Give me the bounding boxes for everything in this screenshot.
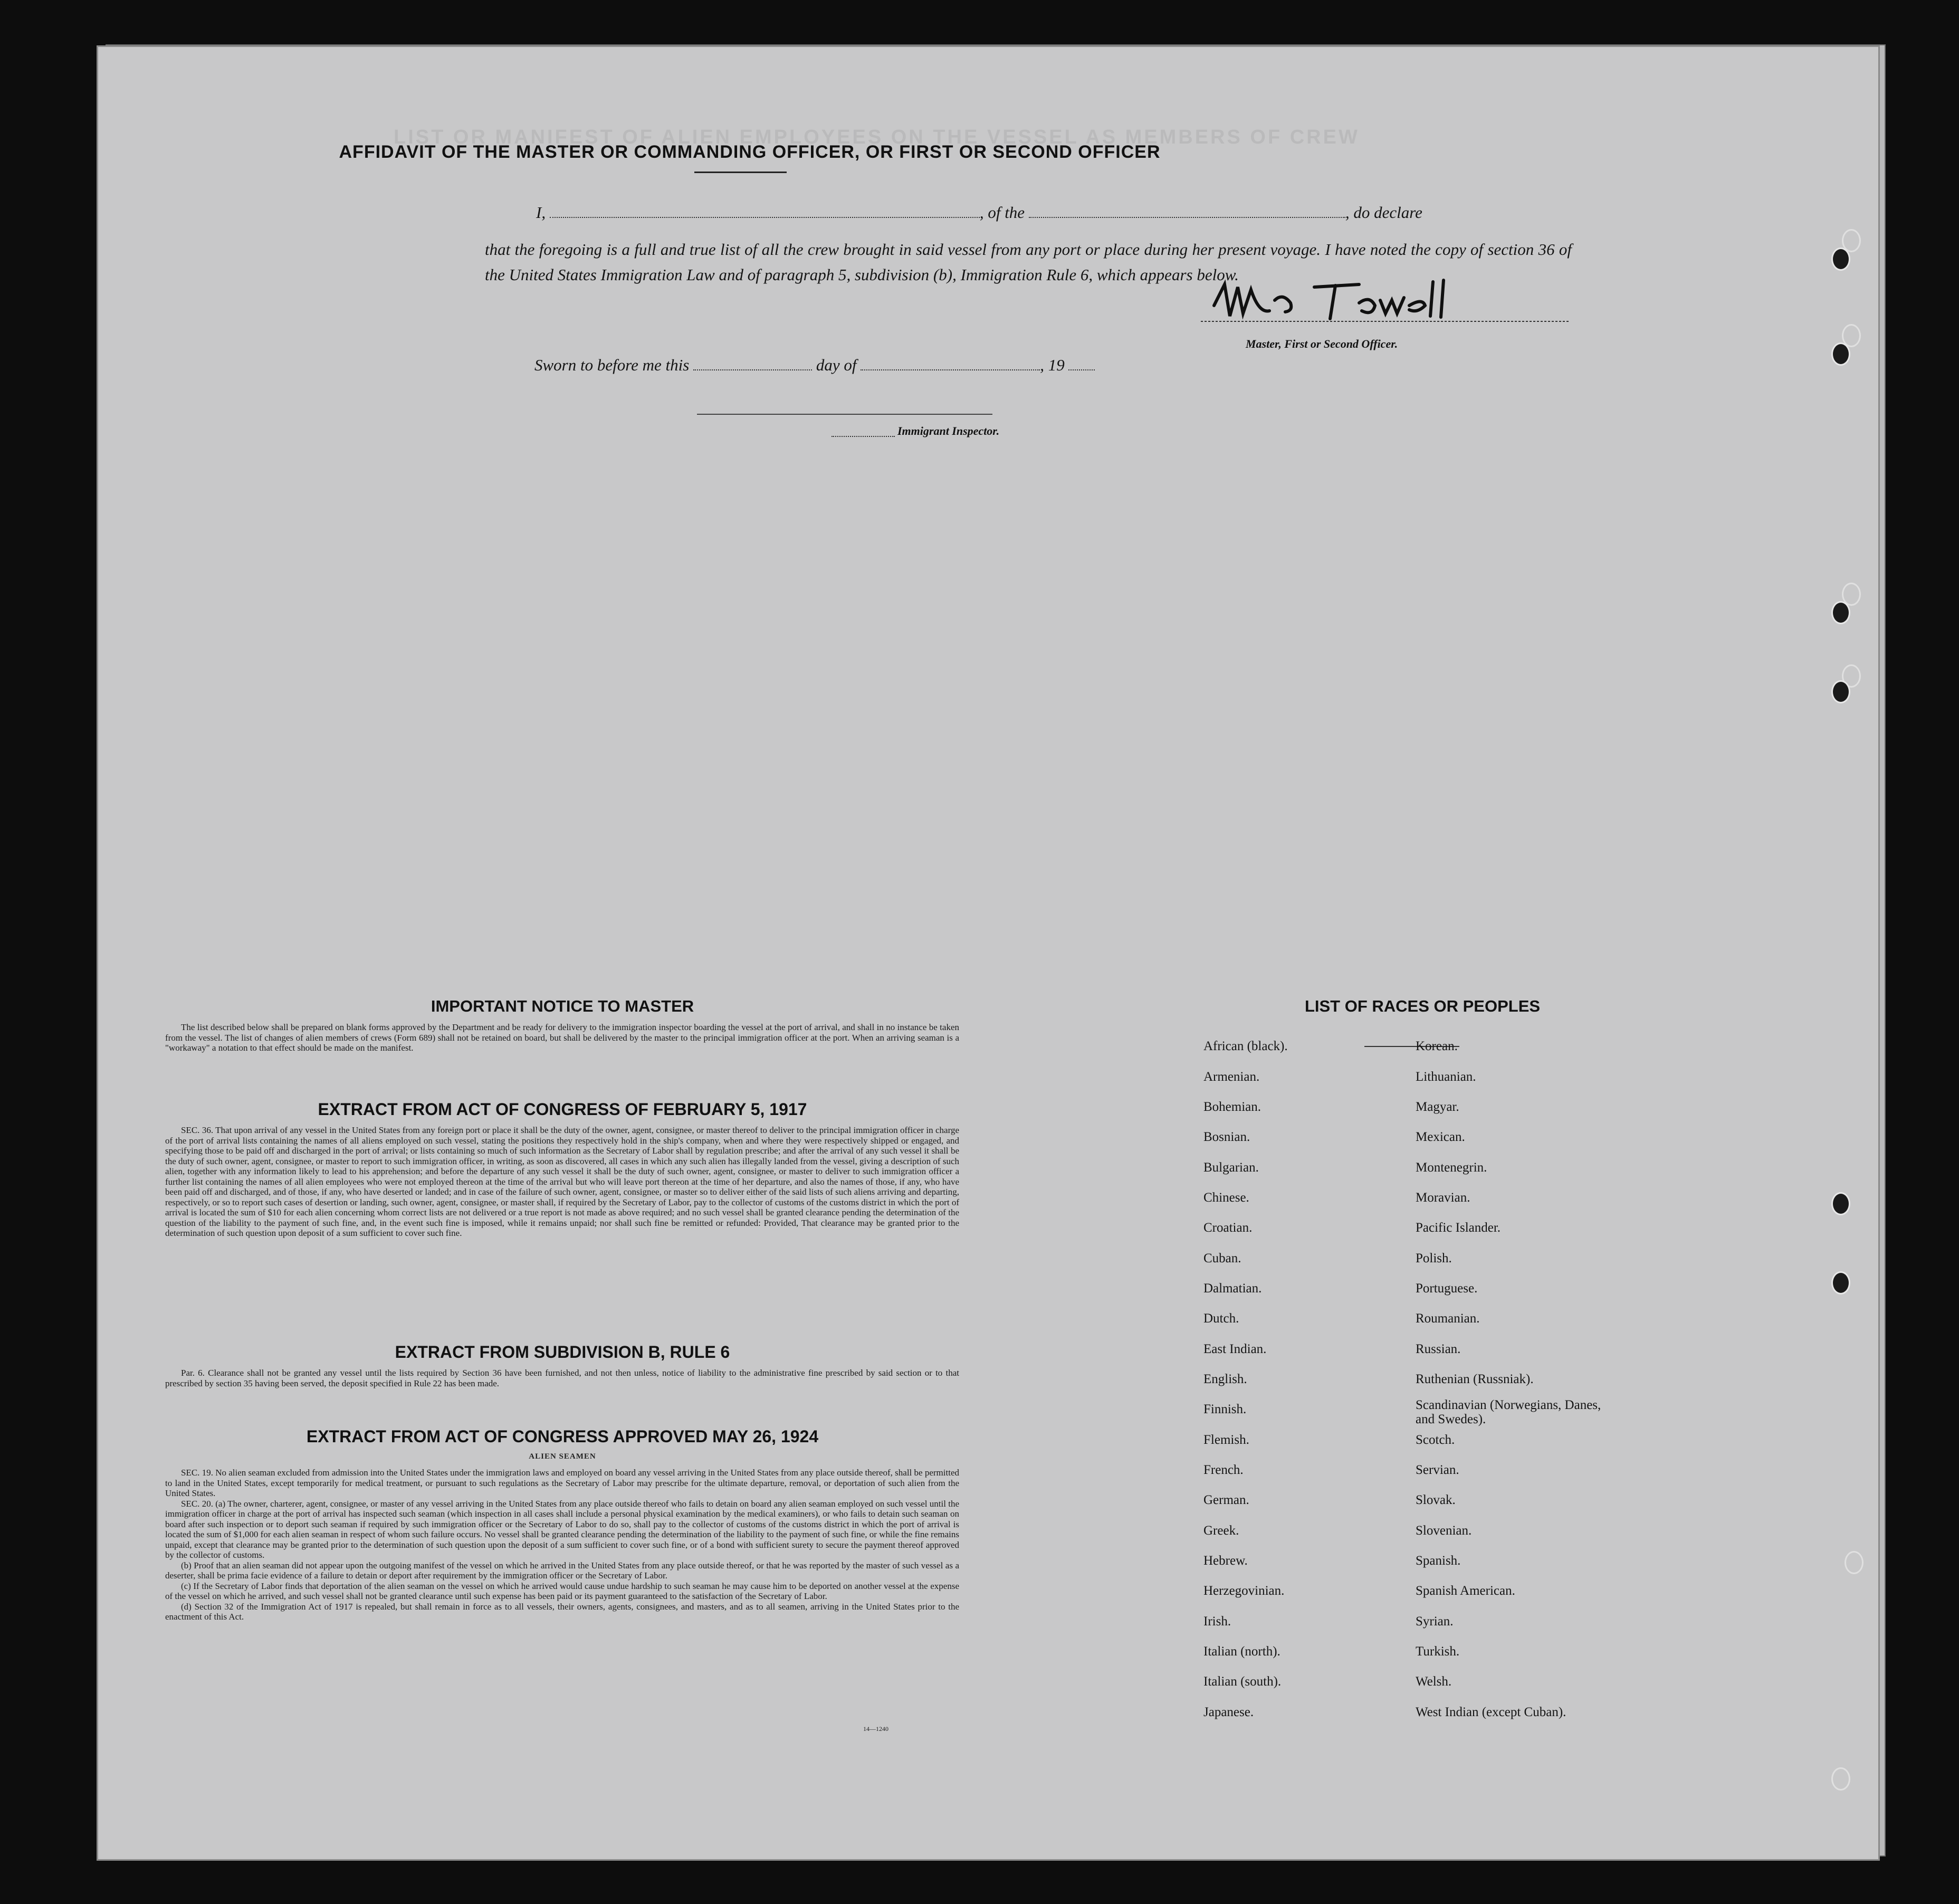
race-item: East Indian. [1203,1342,1267,1356]
punch-hole [1845,1551,1864,1574]
race-item: Korean. [1416,1039,1458,1053]
race-item: West Indian (except Cuban). [1416,1705,1566,1719]
label-declare: , do declare [1345,203,1422,222]
declaration-text: that the foregoing is a full and true list of all the crew brought in said vessel from any port or place during her present voyage. I have noted the copy of section 36 of the United States Immigration Law and of paragraph 5, subdivision (b), Immigration Rule 6, which appears below. [485,240,1572,284]
race-item: Mexican. [1416,1130,1465,1144]
affidavit-title: AFFIDAVIT OF THE MASTER OR COMMANDING OFFICER, OR FIRST OR SECOND OFFICER [339,142,1161,162]
race-item: Scandinavian (Norwegians, Danes, and Swedes). [1416,1398,1601,1426]
bleed-through-header: LIST OR MANIFEST OF ALIEN EMPLOYEES ON THE VESSEL AS MEMBERS OF CREW [394,126,1360,148]
race-item: Italian (south). [1203,1674,1282,1689]
master-signature [1201,274,1570,332]
inspector-signature-line [697,414,992,415]
extract-1924-body [165,1468,959,1622]
document-page [97,45,1880,1861]
label-sworn: Sworn to before me this [534,356,690,374]
punch-hole [1831,601,1850,624]
declaration-line-1 [536,203,1422,222]
race-item: Dutch. [1203,1311,1239,1326]
punch-hole [1831,342,1850,366]
punch-hole [1831,1192,1850,1215]
race-item: Bulgarian. [1203,1160,1259,1175]
sec-20c-paragraph: (c) If the Secretary of Labor finds that deportation of the alien seaman on the vessel on which he arrived would cause undue hardship to such seaman he may cause him to be deported on another vessel at the expense of the vessel on which he arrived, and such vessel shall not be granted clearance until such expense has been paid or its payment guaranteed to the satisfaction of the Secretary of Labor. [165,1581,959,1601]
race-item: Roumanian. [1416,1311,1480,1326]
sworn-date-blank[interactable] [693,358,812,370]
notice-body [165,1022,959,1053]
race-item: Ruthenian (Russniak). [1416,1372,1534,1386]
label-day-of: day of [816,356,857,374]
race-item: Croatian. [1203,1221,1253,1235]
sworn-month-blank[interactable] [861,358,1040,370]
label-i: I, [536,203,546,222]
race-item: French. [1203,1463,1244,1477]
label-year: , 19 [1040,356,1065,374]
punch-hole [1831,1767,1850,1791]
race-item: Bosnian. [1203,1130,1250,1144]
vessel-blank[interactable] [1029,205,1345,218]
race-item: Pacific Islander. [1416,1221,1501,1235]
race-item: Cuban. [1203,1251,1241,1265]
race-item: Servian. [1416,1463,1459,1477]
rule6-paragraph: Par. 6. Clearance shall not be granted any vessel until the lists required by Section 36 have been furnished, and not then unless, notice of liability to the administrative fine prescribed by said section or to that prescribed by section 35 having been served, the deposit specified in Rule 22 has been made. [165,1368,959,1388]
punch-hole [1831,1271,1850,1294]
race-item: Russian. [1416,1342,1461,1356]
inspector-dotted-line [832,436,895,437]
race-item: Syrian. [1416,1614,1454,1629]
extract-1924-title: EXTRACT FROM ACT OF CONGRESS APPROVED MAY 26, 1924 [306,1427,819,1446]
race-item: Spanish American. [1416,1584,1515,1598]
race-item: Flemish. [1203,1433,1249,1447]
race-item: Lithuanian. [1416,1070,1476,1084]
punch-hole [1831,247,1850,271]
race-item: Turkish. [1416,1644,1460,1659]
race-item: Portuguese. [1416,1281,1478,1296]
sec-20a-paragraph: SEC. 20. (a) The owner, charterer, agent, consignee, or master of any vessel arriving in the United States from any place outside thereof who fails to detain on board any alien seaman employed on such vessel until the immigration officer in charge at the port of arrival has inspected such seaman (which inspection in all cases shall include a personal physical examination by the medical examiners), or who fails to detain such seaman on board after such inspection or to deport such seaman if required by such immigration officer or the Secretary of Labor to do so, shall pay to the collector of customs of the customs district in which the port of arrival is located the sum of $1,000 for each alien seaman in respect of whom such failure occurs. No vessel shall be granted clearance pending the determination of the liability to the payment of such fine, or while the fine remains unpaid, except that clearance may be granted prior to the determination of such question upon the deposit of a sum sufficient to cover such fine, or of a bond with sufficient surety to secure the payment thereof approved by the collector of customs. [165,1498,959,1560]
section-36-paragraph: SEC. 36. That upon arrival of any vessel in the United States from any foreign port or place it shall be the duty of the owner, agent, consignee, or master thereof to deliver to the principal immigration officer in charge of the port of arrival lists containing the names of all aliens employed on such vessel, stating the positions they respectively hold in the ship's company, when and where they were respectively shipped or engaged, and specifying those to be paid off and discharged in the port of arrival; or lists containing so much of such information as the Secretary of Labor shall by regulation prescribe; and after the arrival of any such vessel it shall be the duty of such owner, agent, consignee, or master to report to such immigration officer, in writing, as soon as discovered, all cases in which any such alien has illegally landed from the vessel, giving a description of such alien, together with any information likely to lead to his apprehension; and before the departure of any such vessel it shall be the duty of such owner, agent, consignee, or master to deliver to such immigration officer a further list containing the names of all alien employees who were not employed thereon at the time of the arrival but who will leave port thereon at the time of her departure, and also the names of those, if any, who have been paid off and discharged, and of those, if any, who have deserted or landed; and in case of the failure of such owner, agent, consignee, or master so to deliver either of the said lists of such aliens arriving and departing, respectively, or so to report such cases of desertion or landing, such owner, agent, consignee, or master shall, if required by the Secretary of Labor, pay to the collector of customs of the customs district in which the port of arrival is located the sum of $10 for each alien concerning whom correct lists are not delivered or a true report is not made as above required; and no such vessel shall be granted clearance pending the determination of the question of the liability to the payment of such fine, and, in the event such fine is imposed, while it remains unpaid; nor shall such fine be remitted or refunded: Provided, That clearance may be granted prior to the determination of such question upon deposit of a sum sufficient to cover such fine. [165,1125,959,1238]
race-item: Moravian. [1416,1191,1470,1205]
name-blank[interactable] [550,205,980,218]
label-of-the: , of the [979,203,1025,222]
alien-seamen-subtitle: ALIEN SEAMEN [529,1452,596,1461]
extract-rule6-title: EXTRACT FROM SUBDIVISION B, RULE 6 [395,1343,730,1362]
punch-hole [1831,680,1850,703]
sec-20d-paragraph: (d) Section 32 of the Immigration Act of 1917 is repealed, but shall remain in force as to all vessels, their owners, agents, consignees, and masters, and as to all seamen, arriving in the United States prior to the enactment of this Act. [165,1601,959,1622]
race-item: Slovenian. [1416,1524,1472,1538]
race-item: Italian (north). [1203,1644,1280,1659]
race-item: Spanish. [1416,1554,1461,1568]
sec-19-paragraph: SEC. 19. No alien seaman excluded from admission into the United States under the immigration laws and employed on board any vessel arriving in the United States from any place outside thereof, shall be permitted to land in the United States, except temporarily for medical treatment, or pursuant to such regulations as the Secretary of Labor may prescribe for the ultimate departure, removal, or deportation of such alien from the United States. [165,1468,959,1498]
race-item: Dalmatian. [1203,1281,1262,1296]
race-item: Magyar. [1416,1100,1459,1114]
extract-rule6-body [165,1368,959,1388]
race-item: Greek. [1203,1524,1239,1538]
extract-1917-body [165,1125,959,1239]
race-item: Finnish. [1203,1402,1247,1416]
race-item: Scotch. [1416,1433,1455,1447]
title-underline [694,172,787,173]
form-number: 14—1240 [863,1725,888,1732]
races-title: LIST OF RACES OR PEOPLES [1304,997,1541,1015]
race-item: Chinese. [1203,1191,1249,1205]
extract-1917-title: EXTRACT FROM ACT OF CONGRESS OF FEBRUARY 5, 1917 [318,1100,807,1119]
sec-20b-paragraph: (b) Proof that an alien seaman did not appear upon the outgoing manifest of the vessel on which he arrived in the United States from any place outside thereof, or that he was reported by the master of such vessel as a deserter, shall be prima facie evidence of a failure to detain or deport after requirement by the immigration officer or the Secretary of Labor. [165,1560,959,1581]
race-item: Herzegovinian. [1203,1584,1285,1598]
sworn-year-blank[interactable] [1068,358,1095,370]
race-item: Bohemian. [1203,1100,1262,1114]
race-item: Polish. [1416,1251,1452,1265]
notice-paragraph: The list described below shall be prepared on blank forms approved by the Department and be ready for delivery to the immigration inspector boarding the vessel at the port of arrival, and shall in no instance be taken from the vessel. The list of changes of alien members of crews (Form 689) shall not be retained on board, but shall be delivered by the master to the principal immigration officer at the port. When an arriving seaman is a "workaway" a notation to that effect should be made on the manifest. [165,1022,959,1053]
race-item: Armenian. [1203,1070,1260,1084]
race-item: Slovak. [1416,1493,1456,1507]
race-item: Japanese. [1203,1705,1254,1719]
inspector-label: Immigrant Inspector. [897,424,1000,437]
notice-title: IMPORTANT NOTICE TO MASTER [431,997,694,1015]
signature-label: Master, First or Second Officer. [1246,337,1398,350]
race-item: African (black). [1203,1039,1288,1053]
race-item: Irish. [1203,1614,1231,1629]
race-item: Hebrew. [1203,1554,1248,1568]
race-item: Welsh. [1416,1674,1452,1689]
race-item: English. [1203,1372,1247,1386]
sworn-line [534,356,1095,375]
race-item: Montenegrin. [1416,1160,1487,1175]
race-item: German. [1203,1493,1249,1507]
